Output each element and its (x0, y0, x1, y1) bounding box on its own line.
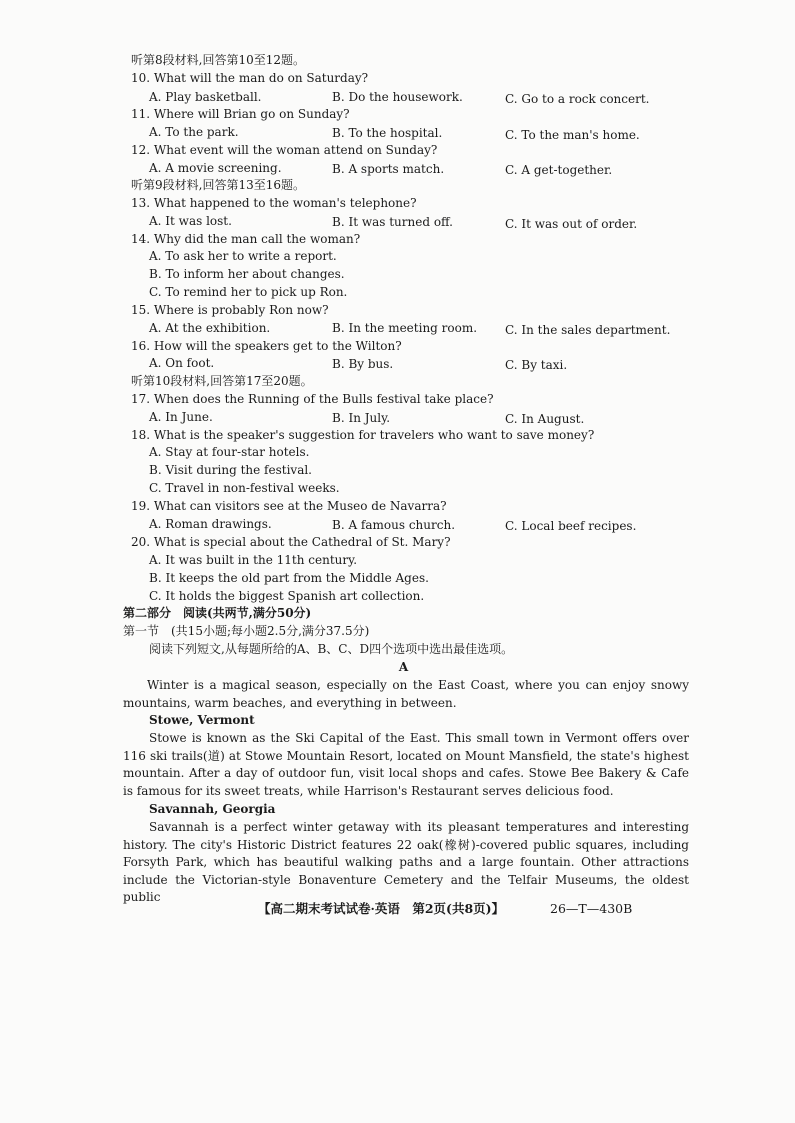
q20-option-c: C. It holds the biggest Spanish art collection. (149, 589, 425, 603)
q10-option-c: C. Go to a rock concert. (505, 92, 650, 106)
q18-option-c: C. Travel in non-festival weeks. (149, 481, 340, 495)
savannah-heading: Savannah, Georgia (149, 802, 276, 816)
reading-instruction: 阅读下列短文,从每题所给的A、B、C、D四个选项中选出最佳选项。 (149, 642, 514, 656)
part-two-title: 第二部分 阅读(共两节,满分50分) (123, 606, 312, 620)
question-20: 20. What is special about the Cathedral of St. Mary? (131, 535, 451, 549)
question-19: 19. What can visitors see at the Museo de Navarra? (131, 499, 447, 513)
stowe-body: Stowe is known as the Ski Capital of the East. This small town in Vermont offers over 116 ski trails(道) at Stowe Mountain Resort, located on Mount Mansfield, the state's highest mountain. After a day of outdoor fun, visit local shops and cafes. Stowe Bee Bakery & Cafe is famous for its sweet treats, while Harrison's Restaurant serves delicious food. (123, 731, 689, 798)
q13-option-c: C. It was out of order. (505, 217, 638, 231)
q19-option-c: C. Local beef recipes. (505, 519, 637, 533)
q13-option-b: B. It was turned off. (332, 215, 453, 229)
q14-option-b: B. To inform her about changes. (149, 267, 345, 281)
q10-option-a: A. Play basketball. (149, 90, 262, 104)
passage-letter: A (398, 660, 409, 674)
q20-option-a: A. It was built in the 11th century. (149, 553, 358, 567)
q14-option-c: C. To remind her to pick up Ron. (149, 285, 348, 299)
question-14: 14. Why did the man call the woman? (131, 232, 361, 246)
q16-option-c: C. By taxi. (505, 358, 568, 372)
q10-option-b: B. Do the housework. (332, 90, 463, 104)
footer-code: 26—T—430B (550, 901, 633, 916)
q14-option-a: A. To ask her to write a report. (149, 249, 337, 263)
q12-option-b: B. A sports match. (332, 162, 445, 176)
section-10-instruction: 听第10段材料,回答第17至20题。 (131, 374, 313, 388)
question-10: 10. What will the man do on Saturday? (131, 71, 369, 85)
section-one-title: 第一节 (共15小题;每小题2.5分,满分37.5分) (123, 624, 370, 638)
q12-option-a: A. A movie screening. (149, 161, 282, 175)
section-8-instruction: 听第8段材料,回答第10至12题。 (131, 53, 305, 67)
q17-option-a: A. In June. (149, 410, 213, 424)
q19-option-b: B. A famous church. (332, 518, 456, 532)
question-17: 17. When does the Running of the Bulls festival take place? (131, 392, 494, 406)
q17-option-c: C. In August. (505, 412, 585, 426)
question-12: 12. What event will the woman attend on Sunday? (131, 143, 438, 157)
question-15: 15. Where is probably Ron now? (131, 303, 329, 317)
question-13: 13. What happened to the woman's telephone? (131, 196, 417, 210)
question-18: 18. What is the speaker's suggestion for travelers who want to save money? (131, 428, 595, 442)
q18-option-b: B. Visit during the festival. (149, 463, 312, 477)
q15-option-a: A. At the exhibition. (149, 321, 271, 335)
savannah-body: Savannah is a perfect winter getaway with its pleasant temperatures and interesting history. The city's Historic District features 22 oak(橡树)-covered public squares, including Forsyth Park, which has beautiful walking paths and a large fountain. Other attractions include the Victorian-style Bonaventure Cemetery and the Telfair Museums, the oldest public (123, 820, 689, 905)
q12-option-c: C. A get-together. (505, 163, 613, 177)
q18-option-a: A. Stay at four-star hotels. (149, 445, 310, 459)
q11-option-a: A. To the park. (149, 125, 239, 139)
q11-option-c: C. To the man's home. (505, 128, 640, 142)
q15-option-b: B. In the meeting room. (332, 321, 478, 335)
question-16: 16. How will the speakers get to the Wilton? (131, 339, 402, 353)
q19-option-a: A. Roman drawings. (149, 517, 272, 531)
q11-option-b: B. To the hospital. (332, 126, 443, 140)
passage-intro: Winter is a magical season, especially on the East Coast, where you can enjoy snowy mountains, warm beaches, and everything in between. (123, 678, 689, 710)
stowe-heading: Stowe, Vermont (149, 713, 255, 727)
question-11: 11. Where will Brian go on Sunday? (131, 107, 350, 121)
q16-option-a: A. On foot. (149, 356, 215, 370)
q16-option-b: B. By bus. (332, 357, 394, 371)
q20-option-b: B. It keeps the old part from the Middle Ages. (149, 571, 429, 585)
q17-option-b: B. In July. (332, 411, 391, 425)
section-9-instruction: 听第9段材料,回答第13至16题。 (131, 178, 305, 192)
q15-option-c: C. In the sales department. (505, 323, 671, 337)
footer-title: 【高二期末考试试卷·英语 第2页(共8页)】 (258, 901, 505, 916)
q13-option-a: A. It was lost. (149, 214, 232, 228)
